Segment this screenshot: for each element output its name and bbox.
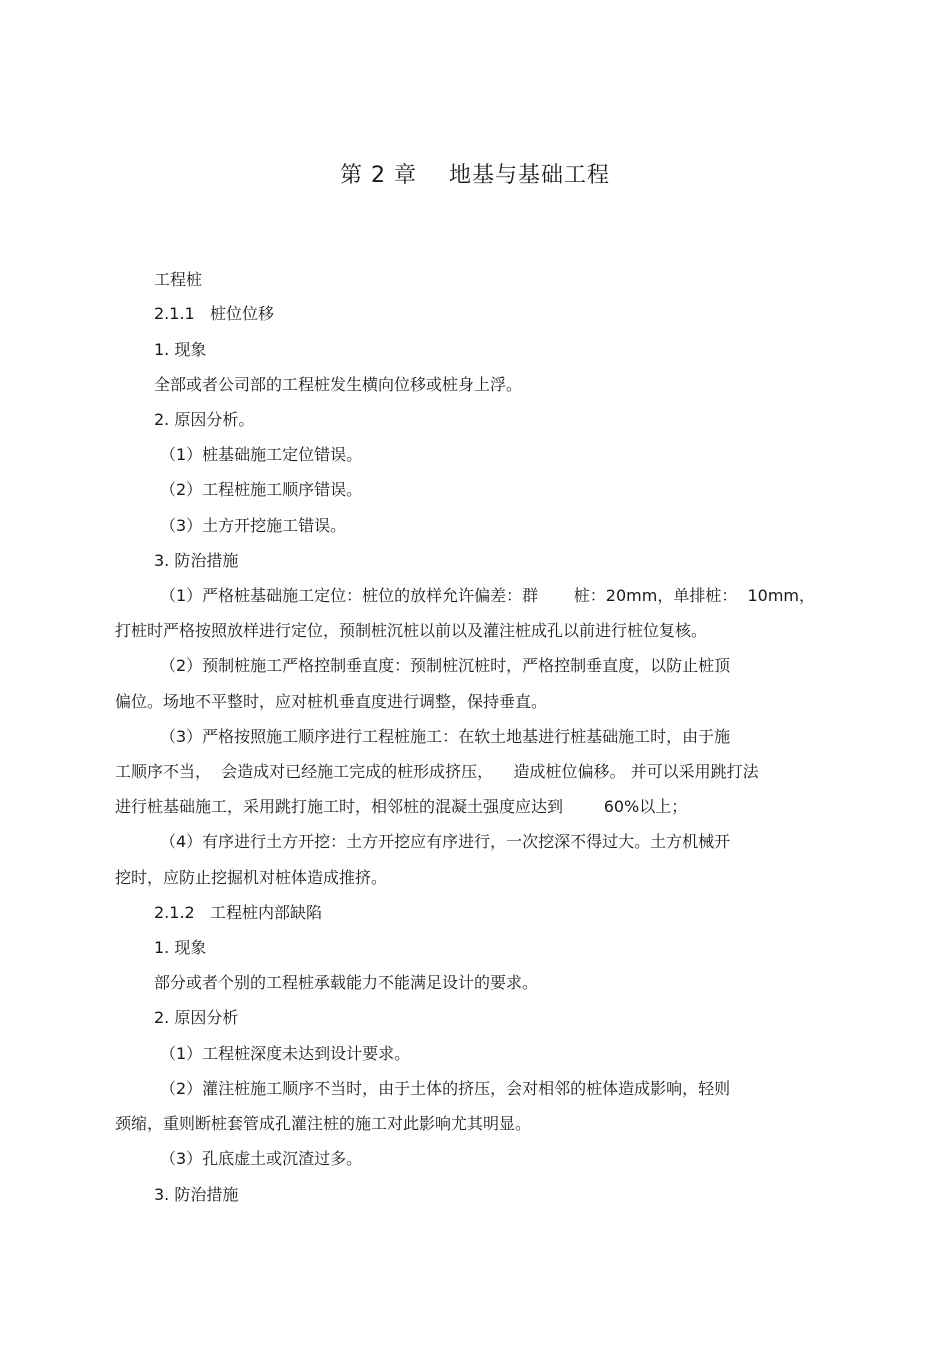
list-item: （2）灌注桩施工顺序不当时，由于土体的挤压，会对相邻的桩体造成影响，轻则 <box>160 1079 731 1098</box>
paragraph-line: 全部或者公司部的工程桩发生横向位移或桩身上浮。 <box>154 375 523 394</box>
list-item: （2）工程桩施工顺序错误。 <box>160 480 363 499</box>
paragraph-line: 偏位。场地不平整时，应对桩机垂直度进行调整，保持垂直。 <box>115 692 548 711</box>
paragraph-line: 进行桩基础施工，采用跳打施工时，相邻桩的混凝土强度应达到 60%以上； <box>115 797 688 816</box>
list-item: （2）预制桩施工严格控制垂直度：预制桩沉桩时，严格控制垂直度，以防止桩顶 <box>160 656 731 675</box>
list-item: （1）桩基础施工定位错误。 <box>160 445 363 464</box>
list-item: （4）有序进行土方开挖：土方开挖应有序进行，一次挖深不得过大。土方机械开 <box>160 832 731 851</box>
paragraph-line: 颈缩，重则断桩套管成孔灌注桩的施工对此影响尤其明显。 <box>115 1114 532 1133</box>
list-item: （3）孔底虚土或沉渣过多。 <box>160 1149 363 1168</box>
paragraph-line: 部分或者个别的工程桩承载能力不能满足设计的要求。 <box>154 973 539 992</box>
paragraph-heading: 3. 防治措施 <box>154 1185 239 1204</box>
list-item: （1）严格桩基础施工定位：桩位的放样允许偏差：群 桩：20mm，单排桩： 10mm， <box>160 586 816 605</box>
paragraph-heading: 3. 防治措施 <box>154 551 239 570</box>
paragraph-heading: 1. 现象 <box>154 340 207 359</box>
list-item: （1）工程桩深度未达到设计要求。 <box>160 1044 411 1063</box>
chapter-title: 第 2 章 地基与基础工程 <box>340 163 610 188</box>
paragraph-line: 工顺序不当， 会造成对已经施工完成的桩形成挤压， 造成桩位偏移。 并可以采用跳打法 <box>115 762 759 781</box>
list-item: （3）严格按照施工顺序进行工程桩施工：在软土地基进行桩基础施工时，由于施 <box>160 727 731 746</box>
subsection-heading: 2.1.1 桩位位移 <box>154 304 274 323</box>
subsection-heading: 2.1.2 工程桩内部缺陷 <box>154 903 322 922</box>
paragraph-line: 打桩时严格按照放样进行定位，预制桩沉桩以前以及灌注桩成孔以前进行桩位复核。 <box>115 621 708 640</box>
paragraph-heading: 1. 现象 <box>154 938 207 957</box>
paragraph-heading: 2. 原因分析。 <box>154 410 255 429</box>
section-heading: 工程桩 <box>154 270 203 289</box>
paragraph-line: 挖时，应防止挖掘机对桩体造成推挤。 <box>115 868 388 887</box>
list-item: （3）土方开挖施工错误。 <box>160 516 347 535</box>
paragraph-heading: 2. 原因分析 <box>154 1008 239 1027</box>
